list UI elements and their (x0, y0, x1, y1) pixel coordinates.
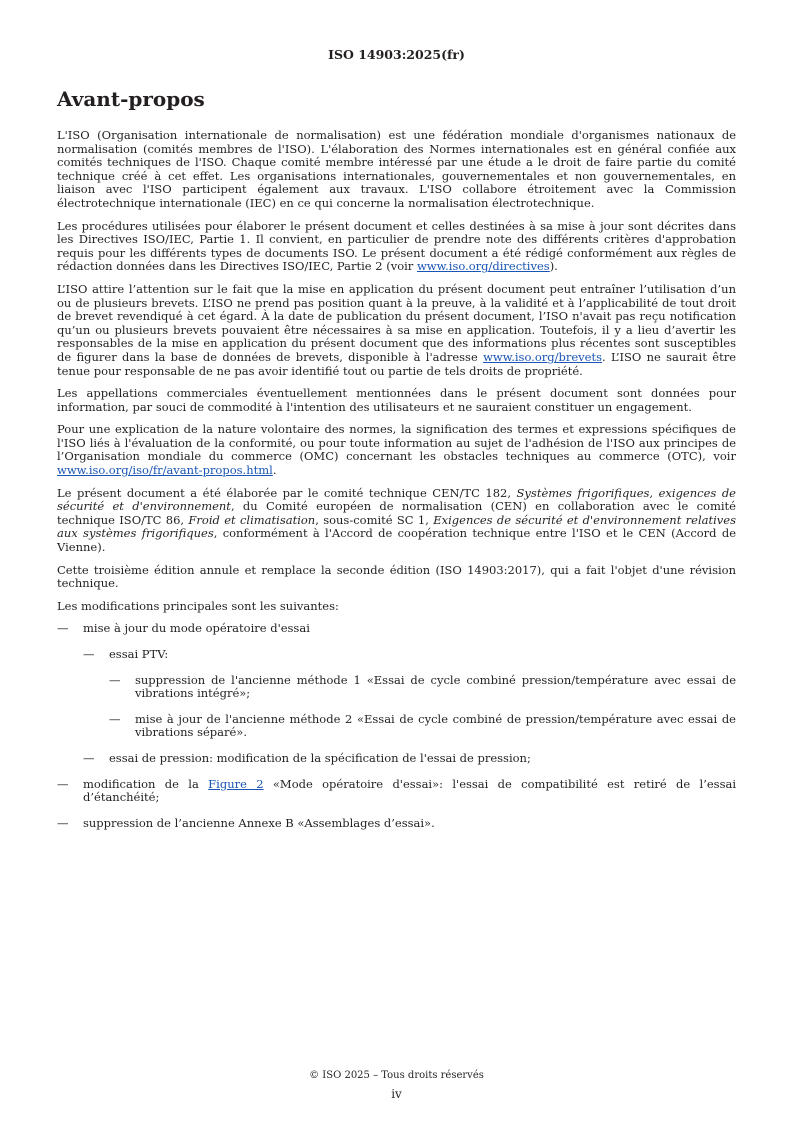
text-run: L’ISO attire l’attention sur le fait que la mise en application du présent document peut entraîner l’utilisation d’un ou de plusieurs brevets. L’ISO ne prend pas position quant à la preuve, à la validité et à l’applicabilité de tout droit de brevet revendiqué à cet égard. À la date de publication du présent document, l’ISO n'avait pas reçu notification qu’un ou plusieurs brevets pouvaient être nécessaires à sa mise en application. Toutefois, il y a lieu d’avertir les responsables de la mise en application du présent document que des informations plus récentes sont susceptibles de figurer dans la base de données de brevets, disponible à l'adresse (57, 281, 736, 364)
dash-bullet: — (57, 776, 69, 791)
paragraph-changes-intro: Les modifications principales sont les suivantes: (57, 598, 339, 613)
text-run: ). (549, 259, 558, 274)
text-run: , du Comité européen de normalisation (CEN) en collaboration avec le comité technique ISO/TC 86, (57, 499, 736, 527)
text-run: . (272, 463, 277, 478)
list-item (83, 648, 736, 662)
page-number: iv (391, 1087, 402, 1101)
paragraph-procedures (57, 220, 736, 274)
committee-title-italic: Systèmes frigorifiques, exigences de sécurité et d'environnement (57, 485, 736, 514)
list-item (83, 752, 736, 766)
paragraph-patents (57, 283, 736, 378)
text-run: modification de la (83, 776, 209, 791)
committee-title-italic: Froid et climatisation (188, 512, 316, 527)
dash-bullet: — (57, 815, 69, 830)
document-body (57, 129, 736, 842)
page-footer (0, 1067, 793, 1103)
text-run: , conformément à l'Accord de coopération technique entre l'ISO et le CEN (Accord de Vienne). (57, 526, 737, 555)
patents-link[interactable]: www.iso.org/brevets (483, 349, 602, 364)
list-item-text: suppression de l'ancienne méthode 1 «Essai de cycle combiné pression/température avec essai de vibrations intégré»; (135, 672, 736, 701)
list-item-text: essai PTV: (109, 647, 169, 661)
list-item-text: mise à jour de l'ancienne méthode 2 «Essai de cycle combiné de pression/température avec essai de vibrations séparé». (135, 711, 736, 740)
dash-bullet: — (83, 750, 95, 765)
text-run: . L’ISO ne saurait être tenue pour responsable de ne pas avoir identifié tout ou partie de tels droits de propriété. (57, 349, 736, 378)
list-item (57, 817, 736, 831)
dash-bullet: — (109, 711, 121, 726)
dash-bullet: — (83, 647, 95, 661)
page-title: Avant-propos (57, 87, 205, 111)
list-item (109, 674, 736, 701)
list-item-text: essai de pression: modification de la spécification de l'essai de pression; (109, 750, 531, 765)
figure-2-link[interactable]: Figure 2 (208, 776, 264, 791)
subcommittee-title-italic: Exigences de sécurité et d'environnement relatives aux systèmes frigorifiques (57, 512, 736, 541)
paragraph-edition: Cette troisième édition annule et remplace la seconde édition (ISO 14903:2017), qui a fait l'objet d'une révision technique. (57, 562, 736, 591)
paragraph-voluntary-nature (57, 423, 736, 477)
foreword-link[interactable]: www.iso.org/iso/fr/avant-propos.html (57, 463, 273, 478)
text-run: Pour une explication de la nature volontaire des normes, la signification des termes et expressions spécifiques de l'ISO liés à l'évaluation de la conformité, ou pour toute information au sujet de l'adhésion de l'ISO aux principes de l’Organisation mondiale du commerce (OMC) concernant les obstacles techniques au commerce (OTC), voir (57, 422, 736, 464)
list-item-text: suppression de l’ancienne Annexe B «Assemblages d’essai». (83, 815, 435, 830)
list-item (57, 622, 736, 636)
text-run: , sous-comité SC 1, (315, 512, 434, 527)
document-header: ISO 14903:2025(fr) (328, 47, 465, 62)
list-item (109, 713, 736, 740)
text-run: Le présent document a été élaborée par le comité technique CEN/TC 182, (57, 485, 517, 500)
list-item (57, 778, 736, 805)
copyright-notice: © ISO 2025 – Tous droits réservés (309, 1070, 484, 1081)
paragraph-trade-names: Les appellations commerciales éventuellement mentionnées dans le présent document sont données pour information, par souci de commodité à l'intention des utilisateurs et ne sauraient constituer un engagement. (57, 386, 736, 414)
list-item-text (83, 777, 736, 805)
paragraph-iso-intro: L'ISO (Organisation internationale de normalisation) est une fédération mondiale d'organismes nationaux de normalisation (comités membres de l'ISO). L'élaboration des Normes internationales est en général confiée aux comités techniques de l'ISO. Chaque comité membre intéressé par une étude a le droit de faire partie du comité technique créé à cet effet. Les organisations internationales, gouvernementales et non gouvernementales, en liaison avec l'ISO participent également aux travaux. L'ISO collabore étroitement avec la Commission électrotechnique internationale (IEC) en ce qui concerne la normalisation électrotechnique. (57, 128, 736, 210)
text-run: «Mode opératoire d'essai»: l'essai de compatibilité est retiré de l’essai d’étanchéité; (83, 776, 736, 805)
paragraph-committee (57, 487, 736, 555)
directives-link[interactable]: www.iso.org/directives (416, 259, 550, 274)
dash-bullet: — (57, 621, 69, 636)
list-item-text: mise à jour du mode opératoire d'essai (83, 621, 310, 636)
dash-bullet: — (109, 672, 121, 687)
text-run: Les procédures utilisées pour élaborer le présent document et celles destinées à sa mise à jour sont décrites dans les Directives ISO/IEC, Partie 1. Il convient, en particulier de prendre note des différents critères d'approbation requis pour les différents types de documents ISO. Le présent document a été rédigé conformément aux règles de rédaction données dans les Directives ISO/IEC, Partie 2 (voir (57, 218, 736, 274)
